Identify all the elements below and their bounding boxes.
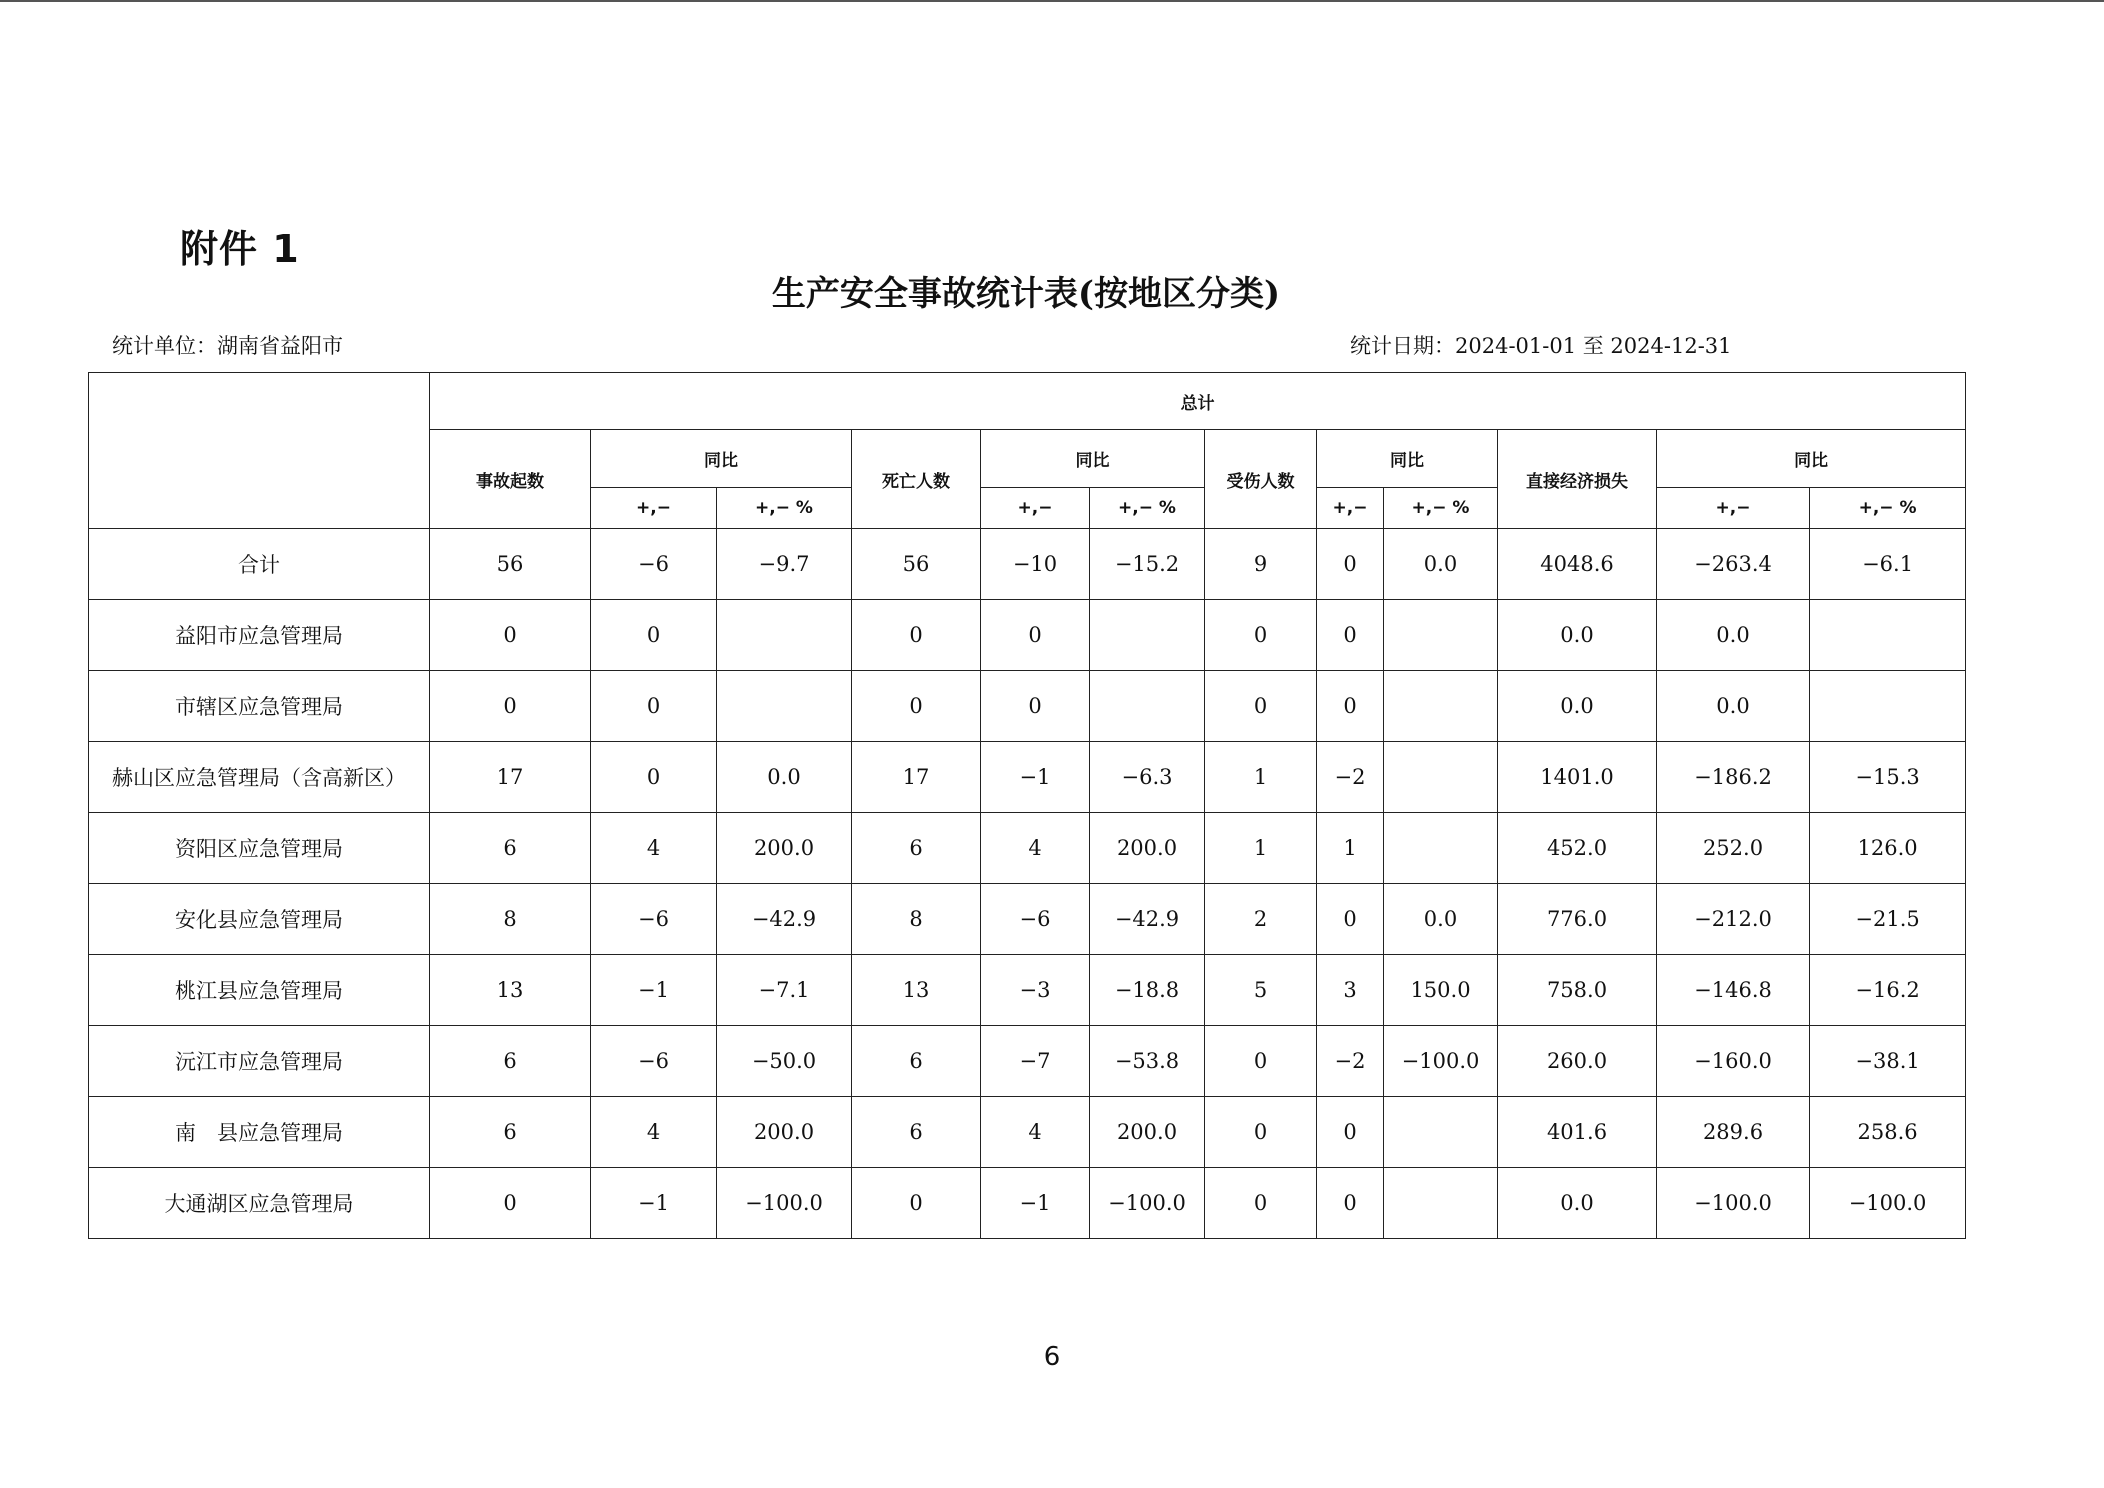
value-cell: 5 — [1205, 955, 1317, 1026]
value-cell — [717, 671, 852, 742]
table-row — [89, 742, 1966, 813]
value-cell: −1 — [591, 1168, 717, 1239]
region-cell: 沅江市应急管理局 — [89, 1026, 430, 1097]
value-cell: −7.1 — [717, 955, 852, 1026]
value-cell: 0 — [981, 671, 1090, 742]
value-cell: 0.0 — [1657, 600, 1810, 671]
header-accidents: 事故起数 — [430, 430, 591, 529]
header-deaths: 死亡人数 — [852, 430, 981, 529]
value-cell: −100.0 — [717, 1168, 852, 1239]
attachment-label: 附件 1 — [180, 227, 300, 271]
value-cell: −2 — [1317, 1026, 1384, 1097]
value-cell: 2 — [1205, 884, 1317, 955]
region-cell: 大通湖区应急管理局 — [89, 1168, 430, 1239]
value-cell: 200.0 — [1090, 813, 1205, 884]
value-cell: 0 — [1205, 1026, 1317, 1097]
table-row — [89, 884, 1966, 955]
value-cell: −6 — [981, 884, 1090, 955]
value-cell: −6 — [591, 529, 717, 600]
value-cell — [1384, 742, 1498, 813]
value-cell: −212.0 — [1657, 884, 1810, 955]
value-cell: −9.7 — [717, 529, 852, 600]
value-cell: 6 — [852, 813, 981, 884]
value-cell: 200.0 — [1090, 1097, 1205, 1168]
statistics-unit: 统计单位：湖南省益阳市 — [112, 334, 343, 358]
region-cell: 资阳区应急管理局 — [89, 813, 430, 884]
value-cell: 6 — [852, 1026, 981, 1097]
statistics-date: 统计日期：2024-01-01 至 2024-12-31 — [1350, 334, 1732, 358]
value-cell: −7 — [981, 1026, 1090, 1097]
header-yoy-loss: 同比 — [1657, 430, 1966, 488]
value-cell: 1 — [1205, 813, 1317, 884]
header-injured: 受伤人数 — [1205, 430, 1317, 529]
value-cell: 1401.0 — [1498, 742, 1657, 813]
table-row — [89, 955, 1966, 1026]
value-cell: 0 — [430, 600, 591, 671]
header-row-total — [89, 373, 1966, 430]
value-cell: 252.0 — [1657, 813, 1810, 884]
value-cell: −100.0 — [1384, 1026, 1498, 1097]
header-yoy-pct: +,− % — [1090, 488, 1205, 529]
value-cell: 776.0 — [1498, 884, 1657, 955]
value-cell: 0 — [1205, 1168, 1317, 1239]
value-cell: 200.0 — [717, 813, 852, 884]
table-row — [89, 813, 1966, 884]
value-cell: 0 — [1317, 671, 1384, 742]
header-yoy-abs: +,− — [591, 488, 717, 529]
value-cell: 452.0 — [1498, 813, 1657, 884]
value-cell: 13 — [852, 955, 981, 1026]
page-top-border — [0, 0, 2104, 2]
value-cell: 1 — [1205, 742, 1317, 813]
value-cell: 150.0 — [1384, 955, 1498, 1026]
value-cell: 6 — [852, 1097, 981, 1168]
value-cell: 4 — [591, 1097, 717, 1168]
value-cell: −2 — [1317, 742, 1384, 813]
value-cell: 0 — [1317, 529, 1384, 600]
value-cell: −50.0 — [717, 1026, 852, 1097]
document-title: 生产安全事故统计表(按地区分类) — [771, 274, 1281, 314]
value-cell — [1384, 1168, 1498, 1239]
value-cell: 8 — [430, 884, 591, 955]
value-cell: 0 — [981, 600, 1090, 671]
region-cell: 合计 — [89, 529, 430, 600]
value-cell: −6 — [591, 884, 717, 955]
value-cell: 3 — [1317, 955, 1384, 1026]
region-cell: 市辖区应急管理局 — [89, 671, 430, 742]
header-yoy-abs: +,− — [1657, 488, 1810, 529]
value-cell: 258.6 — [1810, 1097, 1966, 1168]
value-cell: 6 — [430, 813, 591, 884]
value-cell: 1 — [1317, 813, 1384, 884]
header-total: 总计 — [430, 373, 1966, 430]
value-cell: −100.0 — [1810, 1168, 1966, 1239]
value-cell: 17 — [430, 742, 591, 813]
value-cell: 0 — [1205, 671, 1317, 742]
value-cell: −15.2 — [1090, 529, 1205, 600]
value-cell: 0 — [852, 1168, 981, 1239]
table-row — [89, 529, 1966, 600]
region-cell: 益阳市应急管理局 — [89, 600, 430, 671]
value-cell: −6.1 — [1810, 529, 1966, 600]
value-cell: −3 — [981, 955, 1090, 1026]
value-cell: −6.3 — [1090, 742, 1205, 813]
value-cell — [1810, 600, 1966, 671]
value-cell: 0 — [852, 600, 981, 671]
value-cell: 4 — [591, 813, 717, 884]
value-cell: 0 — [591, 600, 717, 671]
value-cell: 0.0 — [717, 742, 852, 813]
region-cell: 桃江县应急管理局 — [89, 955, 430, 1026]
value-cell: 0 — [852, 671, 981, 742]
value-cell: 56 — [852, 529, 981, 600]
value-cell: 401.6 — [1498, 1097, 1657, 1168]
value-cell: 0 — [591, 671, 717, 742]
value-cell: 0.0 — [1498, 1168, 1657, 1239]
page-number: 6 — [1043, 1342, 1061, 1372]
header-yoy-pct: +,− % — [1384, 488, 1498, 529]
table-row — [89, 671, 1966, 742]
value-cell: −21.5 — [1810, 884, 1966, 955]
value-cell: −146.8 — [1657, 955, 1810, 1026]
value-cell: 0.0 — [1657, 671, 1810, 742]
value-cell: −1 — [591, 955, 717, 1026]
header-region-blank — [89, 373, 430, 529]
value-cell: −15.3 — [1810, 742, 1966, 813]
value-cell: 17 — [852, 742, 981, 813]
header-yoy-pct: +,− % — [1810, 488, 1966, 529]
accident-statistics-table — [88, 372, 1966, 1239]
value-cell — [1384, 600, 1498, 671]
value-cell: −42.9 — [717, 884, 852, 955]
value-cell: 0.0 — [1498, 671, 1657, 742]
table-body — [89, 529, 1966, 1239]
value-cell: 758.0 — [1498, 955, 1657, 1026]
header-yoy-injured: 同比 — [1317, 430, 1498, 488]
value-cell — [1090, 600, 1205, 671]
value-cell: 9 — [1205, 529, 1317, 600]
value-cell: 0 — [1205, 1097, 1317, 1168]
table-row — [89, 600, 1966, 671]
value-cell: 0 — [1317, 1168, 1384, 1239]
value-cell: −100.0 — [1090, 1168, 1205, 1239]
header-yoy-abs: +,− — [1317, 488, 1384, 529]
value-cell: 4 — [981, 1097, 1090, 1168]
value-cell: −1 — [981, 742, 1090, 813]
value-cell: 0 — [591, 742, 717, 813]
region-cell: 赫山区应急管理局（含高新区） — [89, 742, 430, 813]
table-row — [89, 1026, 1966, 1097]
value-cell: −6 — [591, 1026, 717, 1097]
value-cell: −38.1 — [1810, 1026, 1966, 1097]
value-cell: 0 — [430, 671, 591, 742]
header-economic-loss: 直接经济损失 — [1498, 430, 1657, 529]
header-yoy-abs: +,− — [981, 488, 1090, 529]
value-cell: 0.0 — [1384, 529, 1498, 600]
value-cell — [717, 600, 852, 671]
value-cell: −53.8 — [1090, 1026, 1205, 1097]
value-cell: 13 — [430, 955, 591, 1026]
header-yoy-pct: +,− % — [717, 488, 852, 529]
value-cell: −18.8 — [1090, 955, 1205, 1026]
value-cell: 260.0 — [1498, 1026, 1657, 1097]
value-cell: 0.0 — [1384, 884, 1498, 955]
header-yoy-deaths: 同比 — [981, 430, 1205, 488]
value-cell — [1090, 671, 1205, 742]
value-cell: 289.6 — [1657, 1097, 1810, 1168]
value-cell: −16.2 — [1810, 955, 1966, 1026]
value-cell: 0 — [1205, 600, 1317, 671]
value-cell: −186.2 — [1657, 742, 1810, 813]
value-cell: 0 — [1317, 884, 1384, 955]
value-cell: 4048.6 — [1498, 529, 1657, 600]
value-cell: −100.0 — [1657, 1168, 1810, 1239]
value-cell: 0 — [1317, 1097, 1384, 1168]
value-cell: −263.4 — [1657, 529, 1810, 600]
value-cell: 0 — [1317, 600, 1384, 671]
table-row — [89, 1097, 1966, 1168]
value-cell: 6 — [430, 1097, 591, 1168]
value-cell — [1810, 671, 1966, 742]
value-cell: −42.9 — [1090, 884, 1205, 955]
value-cell — [1384, 671, 1498, 742]
value-cell: −160.0 — [1657, 1026, 1810, 1097]
value-cell: 4 — [981, 813, 1090, 884]
value-cell: 126.0 — [1810, 813, 1966, 884]
value-cell — [1384, 813, 1498, 884]
value-cell: 56 — [430, 529, 591, 600]
value-cell: 6 — [430, 1026, 591, 1097]
value-cell: 0.0 — [1498, 600, 1657, 671]
region-cell: 安化县应急管理局 — [89, 884, 430, 955]
table-row — [89, 1168, 1966, 1239]
value-cell — [1384, 1097, 1498, 1168]
region-cell: 南 县应急管理局 — [89, 1097, 430, 1168]
value-cell: 200.0 — [717, 1097, 852, 1168]
value-cell: −10 — [981, 529, 1090, 600]
value-cell: −1 — [981, 1168, 1090, 1239]
value-cell: 8 — [852, 884, 981, 955]
header-yoy-accidents: 同比 — [591, 430, 852, 488]
value-cell: 0 — [430, 1168, 591, 1239]
